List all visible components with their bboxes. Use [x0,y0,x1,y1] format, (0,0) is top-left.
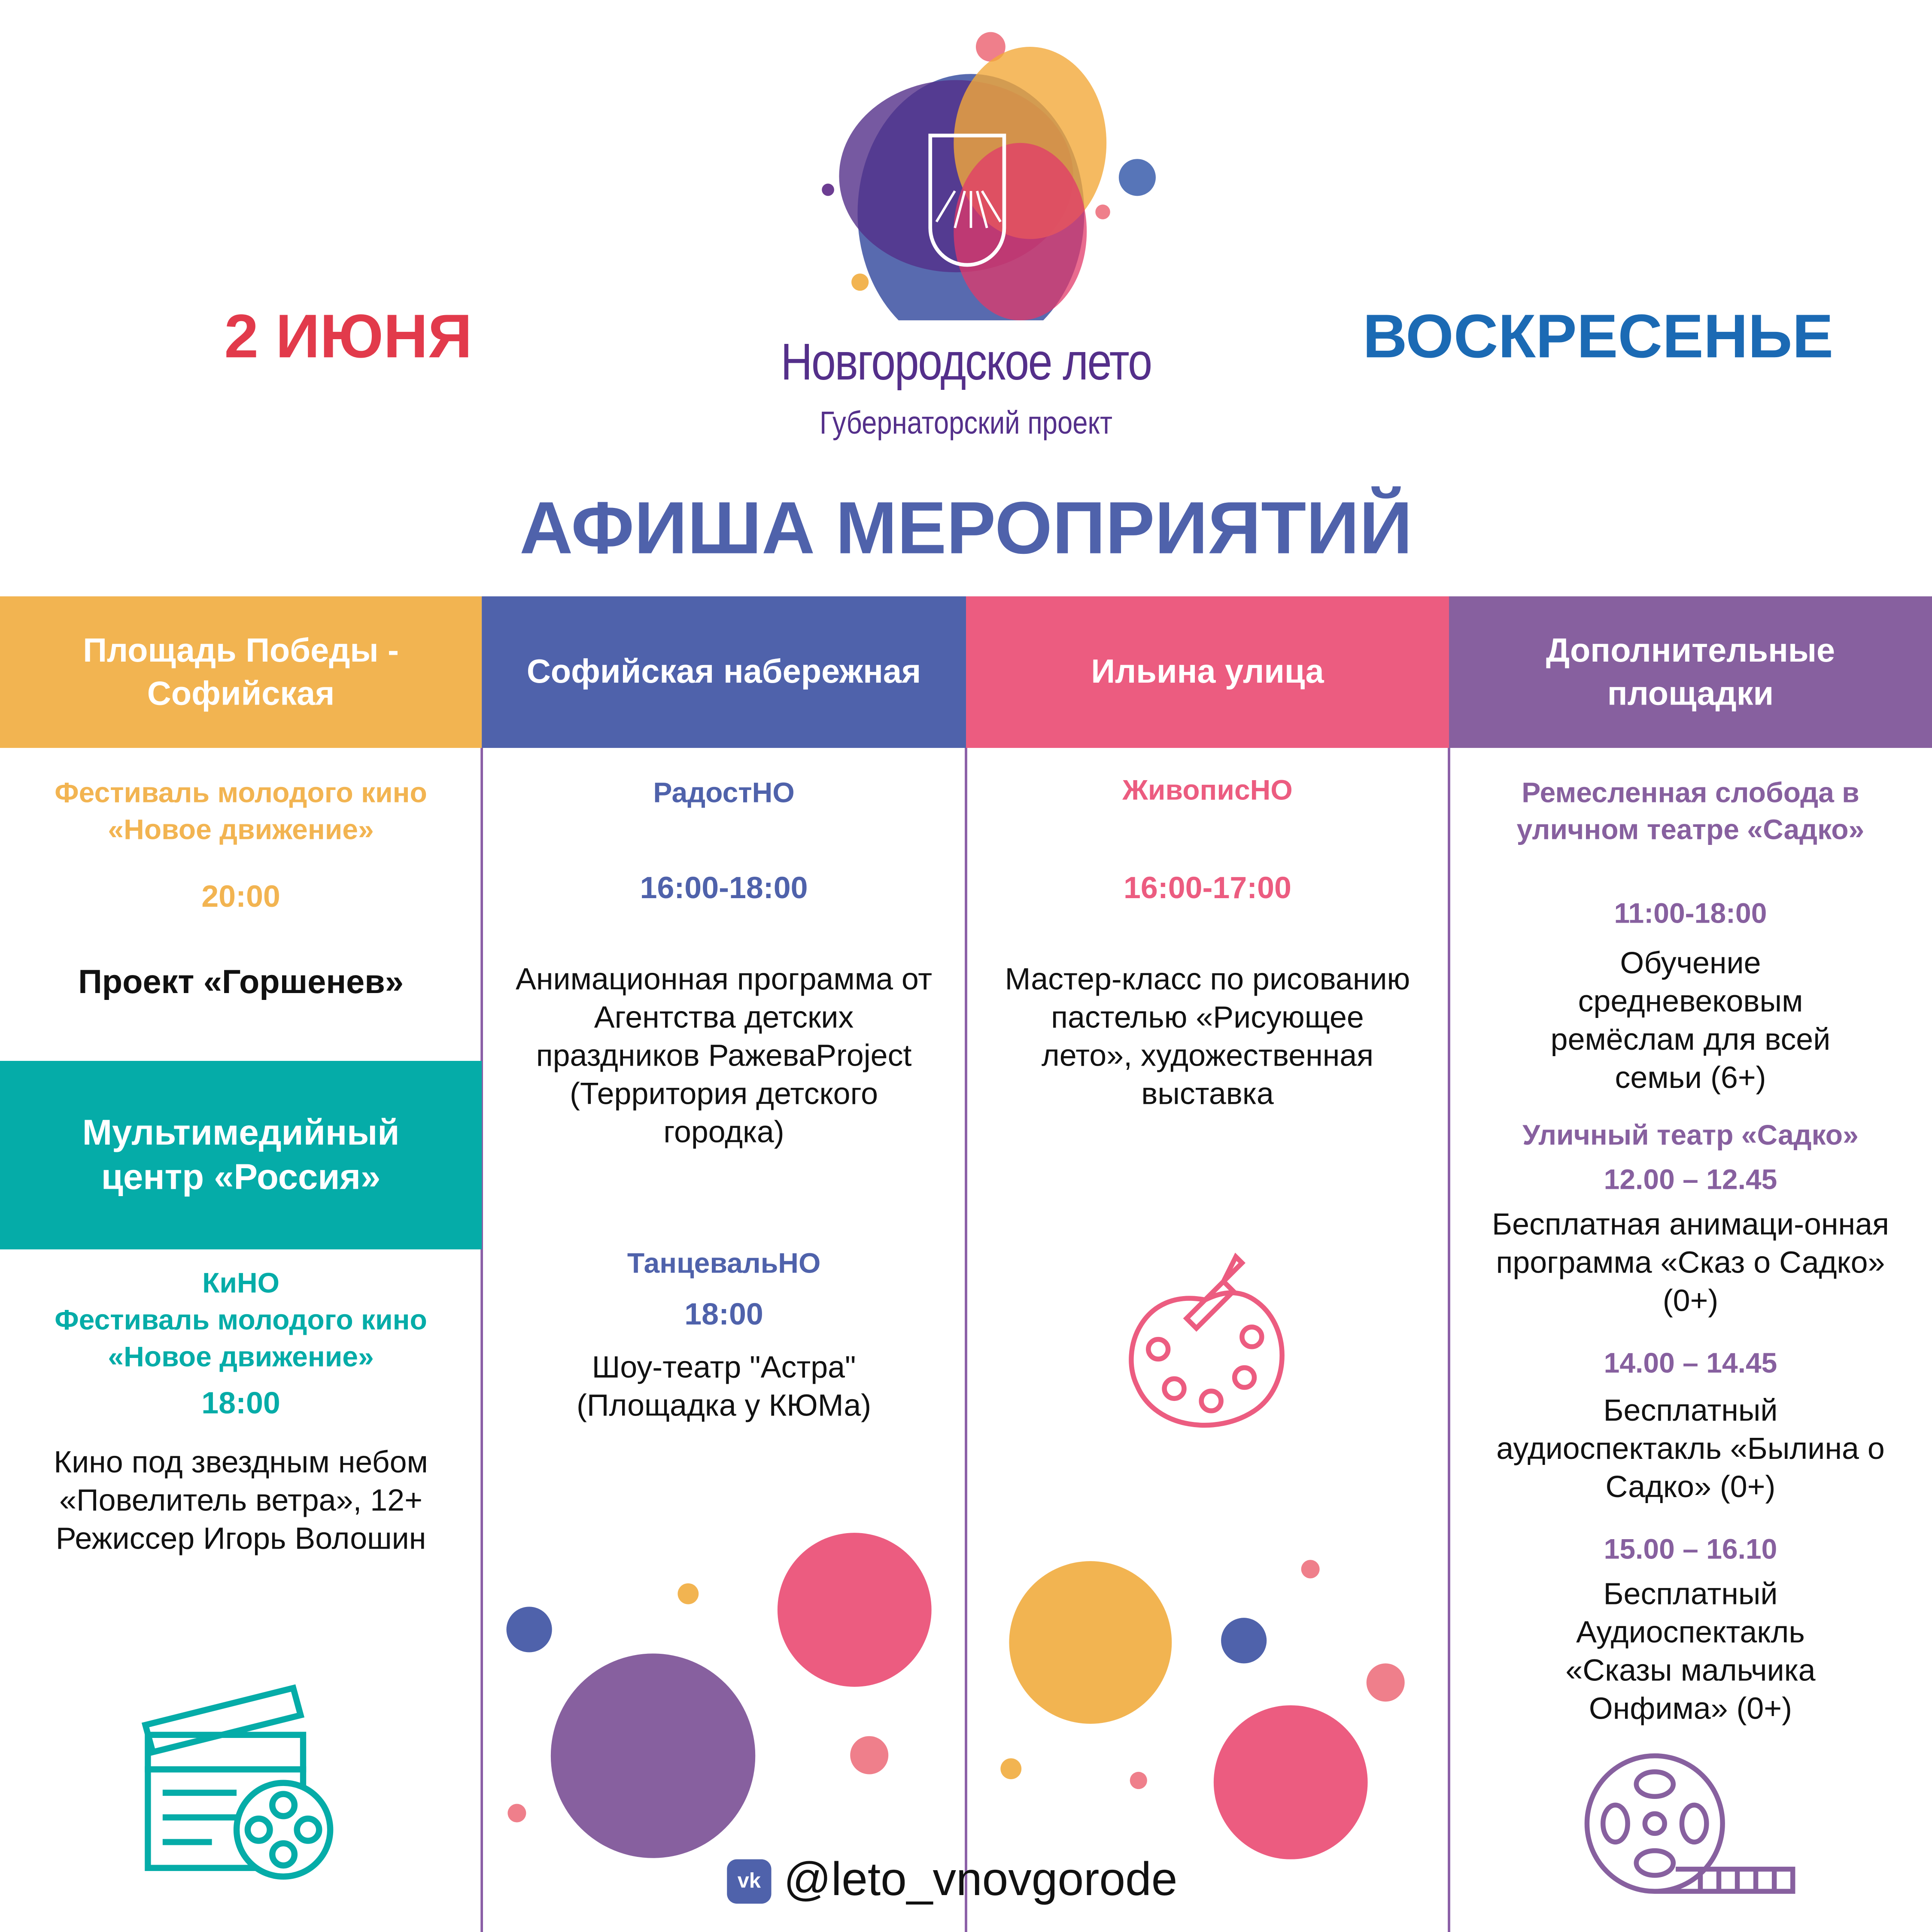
social-link[interactable] [727,1854,1177,1907]
divider [965,748,967,1932]
event-time: 14.00 – 14.45 [1604,1346,1777,1379]
event-title: ТанцевальНО [627,1247,821,1279]
event-time: 15.00 – 16.10 [1604,1533,1777,1565]
weekday-label: ВОСКРЕСЕНЬЕ [1363,302,1834,371]
decor-dot [677,1583,699,1604]
column-header-label: Софийская набережная [526,653,921,690]
event-desc: Бесплатная анимаци-онная программа «Сказ о Садко» (0+) [1492,1207,1889,1318]
event-title-2: Фестиваль молодого кино «Новое движение» [55,1303,427,1373]
logo-circles-icon [813,24,1183,320]
event-time: 20:00 [201,880,280,914]
vk-icon: vk [727,1859,771,1903]
event-desc: Бесплатный Аудиоспектакль «Сказы мальчика Онфима» (0+) [1565,1577,1816,1726]
sub-header-label: Мультимедийный центр «Россия» [82,1113,400,1197]
logo-subtitle: Губернаторский проект [819,404,1113,441]
logo-title: Новгородское лето [781,332,1151,391]
social-handle: @leto_vnovgorode [784,1854,1178,1906]
column-header-label: Ильина улица [1091,653,1324,690]
event-title: РадостНО [653,776,795,808]
event-desc: Кино под звездным небом «Повелитель ветра», 12+ Режиссер Игорь Волошин [54,1445,428,1556]
column-header-ilyina [966,596,1449,748]
decor-dot [1221,1618,1267,1663]
event-title: Ремесленная слобода в уличном театре «Садко» [1516,776,1865,845]
clapperboard-icon [136,1676,345,1885]
decor-dot [1301,1560,1320,1578]
event-title: ЖивописНО [1122,774,1293,806]
event-time: 18:00 [684,1297,763,1332]
event-time: 16:00-18:00 [640,871,808,906]
decor-dot [551,1653,755,1858]
event-title: Фестиваль молодого кино «Новое движение» [55,776,427,845]
decor-dot [1367,1663,1405,1701]
event-time: 18:00 [201,1386,280,1421]
event-desc: Шоу-театр "Астра" (Площадка у КЮМа) [577,1350,872,1423]
decor-dot [850,1736,888,1774]
event-desc: Мастер-класс по рисованию пастелью «Рисующее лето», художественная выставка [1005,962,1410,1112]
column-header-label: Площадь Победы - Софийская [83,631,399,712]
event-time: 11:00-18:00 [1614,897,1767,929]
film-reel-icon [1583,1750,1799,1904]
event-desc: Анимационная программа от Агентства детских праздников РажеваProject (Территория детского городка) [516,962,933,1150]
column-header-label: Дополнительные площадки [1546,631,1835,712]
event-title: Уличный театр «Садко» [1522,1118,1859,1151]
event-time: 12.00 – 12.45 [1604,1163,1777,1195]
logo [813,24,1183,320]
palette-icon [1119,1251,1297,1435]
event-desc: Проект «Горшенев» [78,963,404,1001]
decor-dot [1009,1561,1172,1724]
event-time: 16:00-17:00 [1124,871,1291,906]
column-header-additional [1449,596,1932,748]
divider [480,748,483,1932]
sub-header-rossiya [0,1061,482,1249]
event-desc: Бесплатный аудиоспектакль «Былина о Садко» (0+) [1496,1393,1885,1505]
event-desc: Обучение средневековым ремёслам для всей семьи (6+) [1550,946,1831,1096]
page-title: АФИША МЕРОПРИЯТИЙ [519,486,1413,569]
decor-dot [1214,1705,1368,1859]
decor-dot [1000,1758,1021,1779]
decor-dot [507,1804,526,1823]
event-title: КиНО [202,1267,280,1299]
column-header-sofiyskaya [482,596,966,748]
decor-dot [1130,1772,1147,1789]
decor-dot [778,1533,932,1687]
column-header-ploshchad [0,596,482,748]
decor-dot [507,1607,552,1652]
date-label: 2 ИЮНЯ [224,302,472,371]
